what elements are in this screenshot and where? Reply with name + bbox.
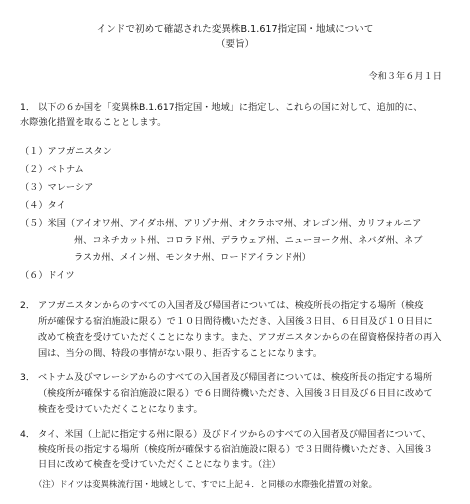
country-list-item: （４）タイ — [20, 200, 66, 211]
country-list-item: （６）ドイツ — [20, 270, 75, 281]
section-3-line: （検疫所が確保する宿泊施設に限る）で６日間待機いただき、入国後３日目及び６日目に改めて — [38, 388, 433, 399]
section-4-line: 日目に改めて検査を受けていただくことになります。（注） — [38, 459, 281, 470]
section-4-number: 4． — [20, 429, 36, 440]
country-list-item-continued: ラスカ州、メイン州、モンタナ州、ロードアイランド州） — [74, 252, 311, 263]
section-1-number: 1． — [20, 102, 36, 113]
document-subtitle: （要旨） — [215, 39, 255, 50]
country-list-item-continued: 州、コネチカット州、コロラド州、デラウェア州、ニューヨーク州、ネバダ州、ネブ — [74, 235, 423, 246]
footnote: （注）ドイツは変異株流行国・地域として、すでに上記４．と同様の水際強化措置の対象。 — [34, 479, 378, 489]
document-title: インドで初めて確認された変異株B.1.617指定国・地域について — [96, 24, 374, 35]
section-1-line: 水際強化措置を取ることとします。 — [20, 117, 167, 128]
country-list-item: （３）マレーシア — [20, 182, 94, 193]
section-3-number: 3． — [20, 372, 36, 383]
section-2-line: 国は、当分の間、特段の事情がない限り、拒否することになります。 — [38, 348, 323, 359]
country-list-item: （１）アフガニスタン — [20, 146, 112, 157]
section-4-line: 検疫所長の指定する場所（検疫所が確保する宿泊施設に限る）で３日間待機いただき、入国後３ — [38, 444, 433, 455]
section-2-line: アフガニスタンからのすべての入国者及び帰国者については、検疫所長の指定する場所（検疫 — [38, 300, 424, 311]
country-list-item: （５）米国（アイオワ州、アイダホ州、アリゾナ州、オクラホマ州、オレゴン州、カリフォルニア — [20, 218, 422, 229]
section-3-line: 検査を受けていただくことになります。 — [38, 404, 203, 415]
section-2-number: 2． — [20, 300, 36, 311]
section-2-line: 所が確保する宿泊施設に限る）で１０日間待機いただき、入国後３日目、６日目及び１０日目に — [38, 316, 433, 327]
section-1-line: 以下の６か国を「変異株B.1.617指定国・地域」に指定し、これらの国に対して、追加的に、 — [38, 102, 423, 113]
document-date: 令和３年６月１日 — [368, 71, 442, 82]
section-3-line: ベトナム及びマレーシアからのすべての入国者及び帰国者については、検疫所長の指定する場所 — [38, 372, 433, 383]
section-2-line: 改めて検査を受けていただくことになります。また、アフガニスタンからの在留資格保持者の再入 — [38, 332, 442, 343]
country-list-item: （２）ベトナム — [20, 164, 84, 175]
section-4-line: タイ、米国（上記に指定する州に限る）及びドイツからのすべての入国者及び帰国者について、 — [38, 429, 432, 440]
